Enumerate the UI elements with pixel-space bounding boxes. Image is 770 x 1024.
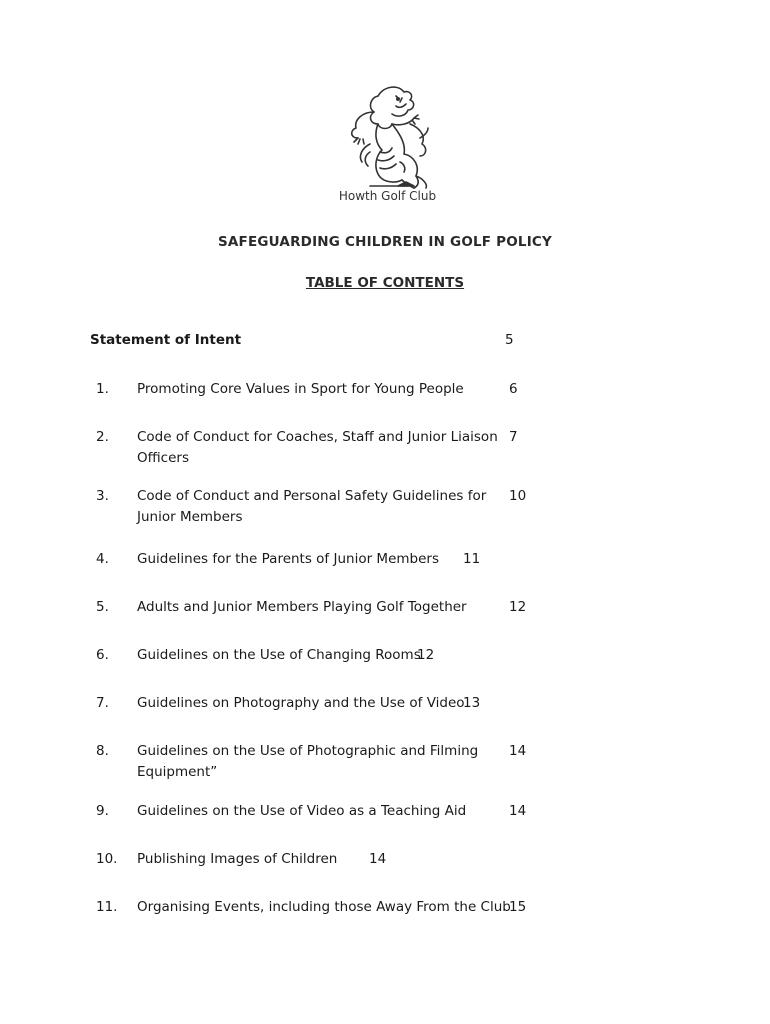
toc-entry-title: Guidelines on the Use of Changing Rooms	[137, 647, 421, 663]
toc-entry-title: Publishing Images of Children	[137, 851, 338, 867]
toc-entry-number: 10.	[96, 851, 118, 867]
logo-caption: Howth Golf Club	[338, 189, 437, 203]
toc-entry-title: Promoting Core Values in Sport for Young People	[137, 381, 464, 397]
toc-entry-number: 2.	[96, 429, 109, 445]
toc-entry-number: 11.	[96, 899, 118, 915]
toc-entry-page: 12	[509, 599, 527, 615]
toc-entry-number: 8.	[96, 743, 109, 759]
toc-entry-number: 1.	[96, 381, 109, 397]
toc-entry-page: 13	[463, 695, 481, 711]
toc-intro-label: Statement of Intent	[90, 332, 242, 348]
toc-entry-title: Guidelines on the Use of Video as a Teaching Aid	[137, 803, 467, 819]
toc-entry-title: Guidelines for the Parents of Junior Members	[137, 551, 439, 567]
toc-entry-title: Code of Conduct and Personal Safety Guidelines for Junior Members	[137, 488, 487, 525]
document-title: SAFEGUARDING CHILDREN IN GOLF POLICY	[217, 234, 553, 250]
toc-entry-page: 11	[463, 551, 481, 567]
toc-entry-title: Guidelines on Photography and the Use of Video	[137, 695, 465, 711]
heraldic-lion-icon	[340, 82, 435, 190]
toc-entry-page: 14	[509, 803, 527, 819]
toc-entry-page: 15	[509, 899, 527, 915]
toc-entry-number: 5.	[96, 599, 109, 615]
toc-entry-page: 6	[509, 381, 518, 397]
toc-entry-number: 9.	[96, 803, 109, 819]
toc-entry-number: 3.	[96, 488, 109, 504]
toc-entry-title: Guidelines on the Use of Photographic and Filming Equipment”	[137, 743, 479, 780]
toc-entry-number: 4.	[96, 551, 109, 567]
toc-entry-page: 12	[417, 647, 435, 663]
toc-entry-number: 7.	[96, 695, 109, 711]
toc-intro-page: 5	[505, 332, 514, 348]
toc-entry-page: 14	[509, 743, 527, 759]
toc-entry-page: 10	[509, 488, 527, 504]
toc-entry-title: Code of Conduct for Coaches, Staff and Junior Liaison Officers	[137, 429, 498, 466]
toc-entry-page: 14	[369, 851, 387, 867]
toc-heading: TABLE OF CONTENTS	[305, 275, 465, 291]
toc-entry-title: Organising Events, including those Away From the Club	[137, 899, 511, 915]
toc-entry-title: Adults and Junior Members Playing Golf Together	[137, 599, 467, 615]
toc-entry-page: 7	[509, 429, 518, 445]
toc-entry-number: 6.	[96, 647, 109, 663]
